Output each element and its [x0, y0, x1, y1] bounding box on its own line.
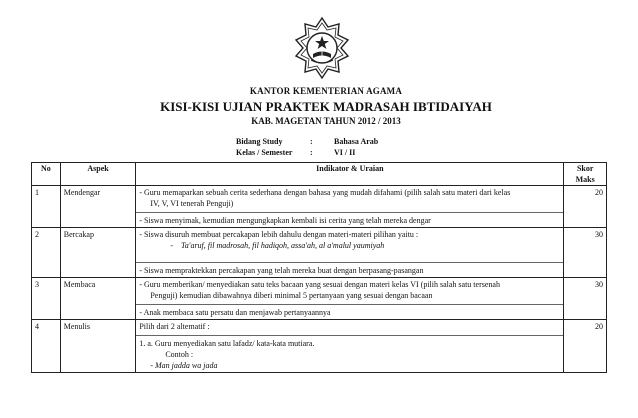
row-divider [136, 212, 563, 213]
row-divider [136, 335, 563, 336]
row-divider [136, 304, 563, 305]
row-aspek: Menulis [60, 320, 136, 373]
indikator-line: - Siswa mempraktekkan percakapan yang telah mereka buat dengan berpasang-pasangan [139, 266, 424, 275]
indikator-line: - Guru memaparkan sebuah cerita sederhana dengan bahasa yang mudah difahami (pilih salah satu materi dari kelas [139, 188, 511, 197]
indikator-line: Pilih dari 2 altematif : [139, 322, 210, 331]
header-skor: Skor Maks [564, 163, 607, 186]
indikator-line: IV, V, VI tenerah Penguji) [150, 199, 234, 208]
arabic-topics: Ta'aruf, fil madrosah, fil hadiqoh, assa'ah, al a'malul yaumiyah [181, 241, 385, 250]
meta-class-value: VI / II [334, 148, 356, 157]
meta-subject-key: Bidang Study [236, 137, 283, 146]
table-row [32, 228, 607, 278]
kemenag-emblem [294, 16, 350, 80]
arabic-example: - Man jadda wa jada [150, 361, 218, 370]
header-aspek: Aspek [60, 163, 136, 186]
indikator-line: - Anak membaca satu persatu dan menjawab pertanyaannya [139, 308, 331, 317]
indikator-line: - Siswa menyimak, kemudian mengungkapkan kembali isi cerita yang telah mereka dengar [139, 216, 431, 225]
row-no: 2 [32, 228, 61, 278]
meta-class-colon: : [310, 148, 313, 157]
row-no: 3 [32, 278, 61, 320]
indikator-line: Contoh : [165, 350, 194, 359]
row-aspek: Bercakap [60, 228, 136, 278]
indikator-sub-line [139, 240, 560, 251]
office-name: KANTOR KEMENTERIAN AGAMA [249, 86, 403, 96]
row-skor: 30 [564, 278, 607, 320]
indikator-line: - Siswa disuruh membuat percakapan lebih dahulu dengan materi-materi pilihan yaitu : [139, 230, 419, 239]
table-header-row [32, 163, 607, 186]
meta-subject-value: Bahasa Arab [334, 137, 379, 146]
row-indikator [136, 186, 564, 228]
row-indikator [136, 320, 564, 373]
row-indikator [136, 278, 564, 320]
row-no: 4 [32, 320, 61, 373]
document-title: KISI-KISI UJIAN PRAKTEK MADRASAH IBTIDAIYAH [160, 99, 492, 114]
table-row [32, 320, 607, 373]
indikator-line: 1. a. Guru menyediakan satu lafadz/ kata-kata mutiara. [139, 339, 315, 348]
table-row [32, 278, 607, 320]
indikator-line: Penguji) kemudian dibawahnya diberi minimal 5 pertanyaan yang sesuai dengan bacaan [150, 291, 433, 300]
row-aspek: Mendengar [60, 186, 136, 228]
spacer [139, 251, 560, 259]
meta-class-key: Kelas / Semester [236, 148, 293, 157]
header-no: No [32, 163, 61, 186]
row-skor: 20 [564, 320, 607, 373]
sub-bullet: - [170, 241, 174, 250]
row-aspek: Membaca [60, 278, 136, 320]
row-indikator [136, 228, 564, 278]
row-skor: 20 [564, 186, 607, 228]
kisi-kisi-table [31, 162, 607, 373]
indikator-line: - Guru memberikan/ menyediakan satu teks bacaan yang sesuai dengan materi kelas VI (pilih salah satu tersenah [139, 280, 500, 289]
row-no: 1 [32, 186, 61, 228]
document-subtitle: KAB. MAGETAN TAHUN 2012 / 2013 [251, 116, 401, 126]
meta-subject-colon: : [310, 137, 313, 146]
row-divider [136, 262, 563, 263]
header-indikator: Indikator & Uraian [136, 163, 564, 186]
row-skor: 30 [564, 228, 607, 278]
table-row [32, 186, 607, 228]
